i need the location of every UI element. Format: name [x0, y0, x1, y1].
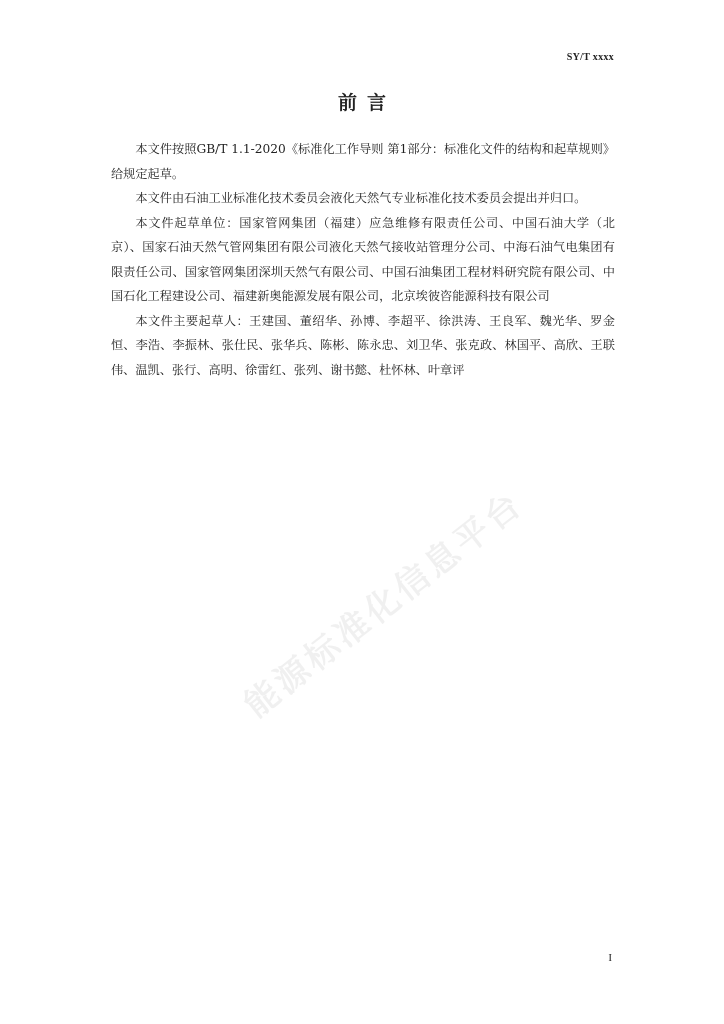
foreword-body: [111, 137, 615, 382]
paragraph-drafting-units: 本文件起草单位：国家管网集团（福建）应急维修有限责任公司、中国石油大学（北京）、国家石油天然气管网集团有限公司液化天然气接收站管理分公司、中海石油气电集团有限责任公司、国家管网集团深圳天然气有限公司、中国石油集团工程材料研究院有限公司、中国石化工程建设公司、福建新奥能源发展有限公司，北京埃彼咨能源科技有限公司: [111, 215, 615, 303]
paragraph-proposer: 本文件由石油工业标准化技术委员会液化天然气专业标准化技术委员会提出并归口。: [135, 191, 587, 205]
standard-code: SY/T xxxx: [566, 52, 614, 63]
paragraph-drafting-rules: 本文件按照GB/T 1.1-2020《标准化工作导则 第1部分：标准化文件的结构和起草规则》给规定起草。: [111, 142, 615, 181]
page-number: I: [608, 952, 612, 964]
page-title: 前言: [337, 92, 396, 114]
paragraph-drafters: 本文件主要起草人：王建国、董绍华、孙博、李超平、徐洪涛、王良军、魏光华、罗金恒、李浩、李振林、张仕民、张华兵、陈彬、陈永忠、刘卫华、张克政、林国平、高欣、王联伟、温凯、张行、高明、徐雷红、张列、谢书懿、杜怀林、叶章评: [111, 313, 615, 377]
watermark: 能源标准化信息平台: [237, 483, 532, 726]
